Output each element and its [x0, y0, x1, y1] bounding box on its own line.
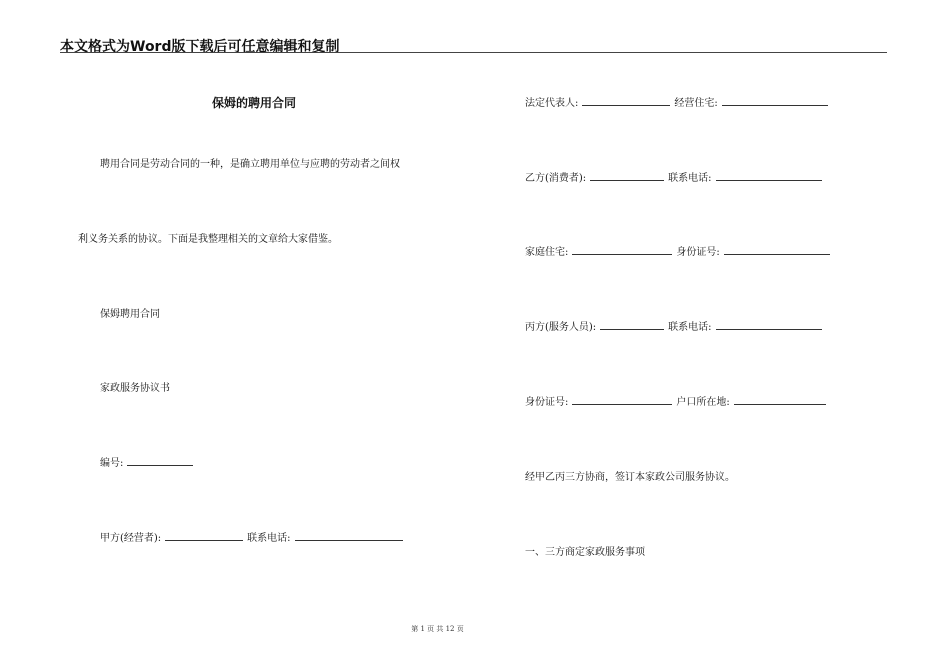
party-c-phone-label: 联系电话: [668, 322, 712, 333]
party-b-blank [590, 170, 664, 181]
document-title: 保姆的聘用合同 [212, 96, 297, 110]
intro-line-2: 利义务关系的协议。下面是我整理相关的文章给大家借鉴。 [78, 234, 338, 245]
party-a-blank [165, 530, 243, 541]
page-number: 第 1 页 共 12 页 [411, 625, 464, 633]
party-b-id-label: 身份证号: [676, 247, 720, 258]
party-c-label: 丙方(服务人员): [525, 322, 597, 333]
business-addr-blank [722, 95, 828, 106]
home-addr-row [525, 243, 834, 258]
party-c-id-row [525, 393, 830, 408]
intro-line-1: 聘用合同是劳动合同的一种，是确立聘用单位与应聘的劳动者之间权 [100, 159, 400, 170]
party-b-row [525, 169, 826, 184]
party-c-phone-blank [716, 319, 822, 330]
banner-divider [60, 52, 887, 53]
party-b-id-blank [724, 244, 830, 255]
party-b-phone-blank [716, 170, 822, 181]
home-addr-blank [572, 244, 672, 255]
agreement-heading: 家政服务协议书 [100, 383, 170, 394]
number-label: 编号: [100, 458, 124, 469]
party-c-id-label: 身份证号: [525, 397, 569, 408]
party-a-label: 甲方(经营者): [100, 533, 162, 544]
business-addr-label: 经营住宅: [674, 98, 718, 109]
party-b-label: 乙方(消费者): [525, 173, 587, 184]
number-blank [127, 455, 193, 466]
party-a-phone-label: 联系电话: [247, 533, 291, 544]
legal-rep-row [525, 94, 832, 109]
home-addr-label: 家庭住宅: [525, 247, 569, 258]
hukou-blank [734, 394, 826, 405]
party-a-phone-blank [295, 530, 403, 541]
legal-rep-blank [582, 95, 670, 106]
party-c-id-blank [572, 394, 672, 405]
party-c-blank [600, 319, 664, 330]
agreement-statement: 经甲乙丙三方协商，签订本家政公司服务协议。 [525, 472, 735, 483]
contract-heading: 保姆聘用合同 [100, 309, 160, 320]
number-field [100, 454, 197, 469]
party-a-row [100, 529, 407, 544]
legal-rep-label: 法定代表人: [525, 98, 579, 109]
party-b-phone-label: 联系电话: [668, 173, 712, 184]
section-1-heading: 一、三方商定家政服务事项 [525, 547, 645, 558]
party-c-row [525, 318, 826, 333]
hukou-label: 户口所在地: [676, 397, 730, 408]
download-banner: 本文格式为Word版下载后可任意编辑和复制 [60, 39, 340, 55]
